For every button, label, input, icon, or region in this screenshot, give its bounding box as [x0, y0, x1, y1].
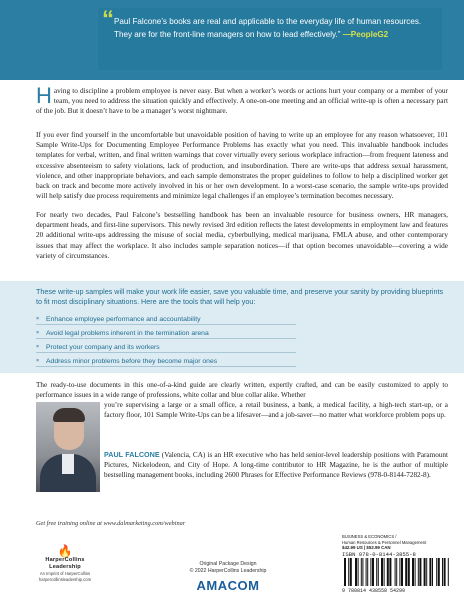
- author-name: PAUL FALCONE: [104, 450, 160, 459]
- barcode-bar: [367, 558, 368, 586]
- barcode-bar: [418, 558, 419, 586]
- publisher-name-line2: Leadership: [49, 564, 81, 570]
- barcode-bar: [432, 558, 433, 586]
- barcode-bar: [362, 558, 363, 586]
- author-bio-text: (Valencia, CA) is an HR executive who has held senior-level leadership positions with Paramount Pictures, Nickelodeon, and City of Hope. A long-time contributor to HR Magazine, he is the author of multiple bestselling management books, including 2600 Phrases for Effective Performance Reviews (978-0-8144-7282-8).: [104, 451, 448, 480]
- list-item: ▪ Protect your company and its workers: [36, 339, 296, 353]
- barcode-bar: [348, 558, 349, 586]
- barcode-bar: [442, 558, 443, 586]
- barcode-bar: [395, 558, 396, 586]
- barcode-bar: [399, 558, 400, 586]
- intro-paragraph-1: [36, 83, 448, 117]
- publisher-name: HarperCollins: [45, 557, 85, 563]
- drop-cap: H: [36, 83, 52, 108]
- list-item: ▪ Address minor problems before they become major ones: [36, 353, 296, 367]
- publisher-logo: [30, 545, 100, 583]
- barcode-bar: [376, 558, 377, 586]
- barcode-bar: [370, 558, 371, 586]
- barcode-bar: [444, 558, 446, 586]
- barcode-bar: [350, 558, 352, 586]
- barcode-bar: [372, 558, 374, 586]
- barcode-bar: [408, 558, 410, 586]
- amacom-logo: AMACOM: [196, 578, 260, 593]
- barcode-bar: [381, 558, 383, 586]
- flame-icon: 🔥: [57, 544, 73, 558]
- price: $42.99 US | $53.99 CAN: [342, 545, 391, 550]
- benefits-intro: These write-up samples will make your work life easier, save you valuable time, and preserve your sanity by providing blueprints to fit most disciplinary situations. Here are the tools that will help you:: [36, 287, 444, 306]
- publisher-imprint: An Imprint of HarperCollins: [39, 571, 91, 576]
- barcode-bar: [358, 558, 359, 586]
- barcode-bar: [361, 558, 362, 586]
- barcode-bar: [387, 558, 389, 586]
- bullet-icon: ▪: [36, 327, 40, 337]
- bullet-icon: ▪: [36, 355, 40, 365]
- barcode-bar: [355, 558, 357, 586]
- intro-paragraph-2: If you ever find yourself in the uncomfortable but unavoidable position of having to write up an employee for any reason whatsoever, 101 Sample Write-Ups for Documenting Employee Performance Problems has exactly what you need. This invaluable handbook includes templates for verbal, written, and final written warnings that cover virtually every serious workplace infraction—from frequent lateness and excessive absenteeism to safety violations, lack of production, and insubordination. There are write-ups that address sexual harassment, violence, and other inappropriate behaviors, and each sample demonstrates the proper guidelines to follow to help a disciplined worker get back on track and become more actively involved in his or her own development. In a worst-case scenario, the sample write-ups provided will help satisfy due process requirements and minimize legal challenges if an employee’s termination becomes necessary.: [36, 130, 448, 201]
- barcode-bar: [424, 558, 426, 586]
- barcode-bar: [429, 558, 431, 586]
- category-line-2: Human Resources & Personnel Management: [342, 539, 427, 545]
- barcode-bar: [396, 558, 397, 586]
- list-item: ▪ Enhance employee performance and accountability: [36, 311, 296, 325]
- author-bio: [104, 450, 448, 480]
- closing-paragraph: The ready-to-use documents in this one-of-a-kind guide are clearly written, expertly crafted, and can be easily customized to apply to performance issues in a wide range of professions, white collar and blue collar alike. Whether: [36, 381, 448, 400]
- author-photo: [36, 402, 100, 492]
- training-note: Get free training online at www.dalmarketing.com/webinar: [36, 520, 186, 527]
- design-credit: Original Package Design © 2022 HarperCollins Leadership: [189, 561, 267, 574]
- testimonial-quote: Paul Falcone’s books are real and applicable to the everyday life of human resources. They are for the front-line managers on how to lead effectively.”: [114, 17, 422, 39]
- quote-band: [0, 0, 464, 80]
- barcode-bar: [412, 558, 414, 586]
- barcode-bar: [419, 558, 421, 586]
- bullet-icon: ▪: [36, 341, 40, 351]
- barcode-bar: [448, 558, 449, 586]
- barcode-bar: [378, 558, 379, 586]
- barcode-bar: [366, 558, 367, 586]
- closing-paragraph-continued: you’re supervising a large or a small office, a retail business, a bank, a medical facility, a high-tech start-up, or a factory floor, 101 Sample Write-Ups can be a lifesaver—and a job-saver—no matter what workforce problem pops up.: [104, 401, 448, 420]
- barcode-addon: 54299: [390, 588, 406, 594]
- category-line-1: BUSINESS & ECONOMICS /: [342, 534, 397, 539]
- barcode-bar: [438, 558, 440, 586]
- barcode-bar: [426, 558, 427, 586]
- intro-paragraph-1-text: aving to discipline a problem employee is never easy. But when a worker’s words or actions hurt your company or a member of your team, you need to address the situation quickly and effectively. A one-on-one meeting and an official write-up is often a necessary part of the job. But it doesn’t have to be a manager’s worst nightmare.: [36, 86, 448, 116]
- barcode-bar: [401, 558, 403, 586]
- quote-mark: “: [102, 6, 114, 33]
- bullet-icon: ▪: [36, 313, 40, 323]
- barcode-bar: [436, 558, 437, 586]
- list-item: ▪ Avoid legal problems inherent in the termination arena: [36, 325, 296, 339]
- testimonial-text: [114, 16, 440, 41]
- barcode-digits: 9 780814 438558: [342, 588, 388, 594]
- barcode-bar: [344, 558, 346, 586]
- barcode-bar: [405, 558, 407, 586]
- barcode-bar: [389, 558, 391, 586]
- isbn: ISBN 978-0-8144-3855-8: [342, 551, 416, 558]
- intro-paragraph-3: For nearly two decades, Paul Falcone’s bestselling handbook has been an invaluable resource for business owners, HR managers, department heads, and first-line supervisors. This newly revised 3rd edition reflects the latest developments in employment law and features 20 additional write-ups addressing the misuse of social media, cyberbullying, medical marijuana, FMLA abuse, and other contemporary issues that may affect the workplace. It also includes sample separation notices—if that option becomes unavoidable—covering a wide variety of circumstances.: [36, 210, 448, 260]
- publisher-url: harpercollinsleadership.com: [38, 577, 92, 582]
- barcode-bar: [384, 558, 385, 586]
- testimonial-box: [98, 8, 442, 70]
- barcode-area: [342, 534, 454, 594]
- benefits-list: [36, 311, 296, 367]
- barcode-bar: [415, 558, 416, 586]
- benefits-box: [0, 281, 464, 373]
- barcode-icon: [342, 558, 454, 588]
- testimonial-credit: —PeopleG2: [342, 29, 389, 39]
